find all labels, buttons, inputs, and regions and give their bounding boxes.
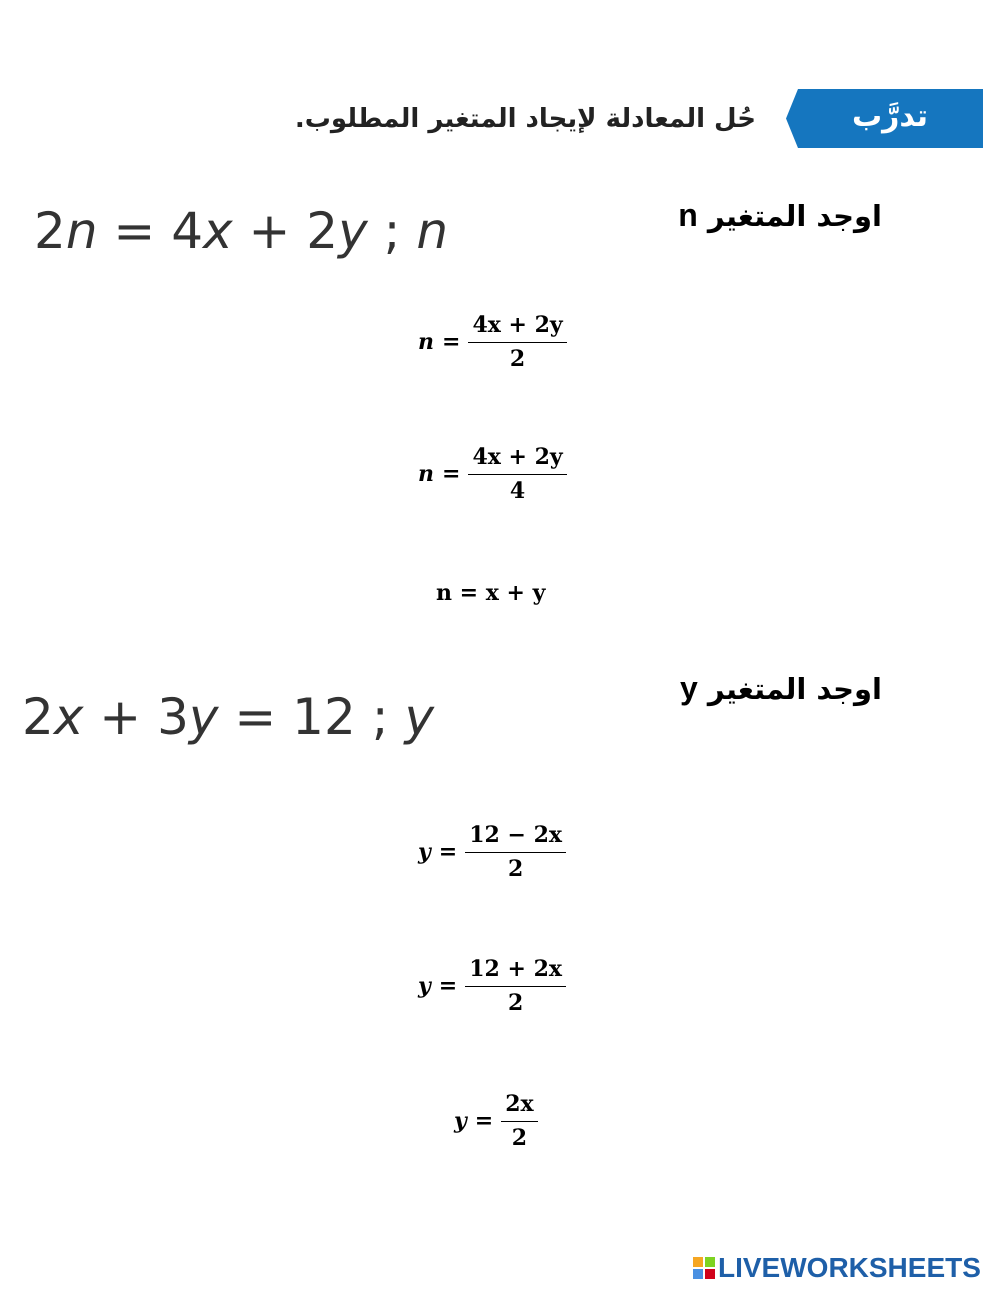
option-lhs: n xyxy=(418,461,434,487)
option-equals: = xyxy=(442,461,461,487)
answer-option-1c[interactable] xyxy=(436,580,545,606)
fraction-denominator: 2 xyxy=(511,1125,528,1151)
equation-2 xyxy=(22,688,434,746)
task-text-1: اوجد المتغير xyxy=(707,199,882,233)
fraction-denominator: 2 xyxy=(507,856,524,882)
option-fraction xyxy=(501,1091,537,1151)
task-text-2: اوجد المتغير xyxy=(707,672,882,706)
eq1-var2: x xyxy=(203,202,233,260)
option-fraction xyxy=(468,444,566,504)
eq1-var1: n xyxy=(65,202,98,260)
fraction-numerator: 2x xyxy=(501,1091,537,1122)
eq2-coef: 2 xyxy=(22,688,54,746)
option-plain: n = x + y xyxy=(436,580,546,606)
fraction-denominator: 2 xyxy=(507,990,524,1016)
equation-1 xyxy=(34,202,448,260)
task-variable-2: y xyxy=(680,670,698,706)
eq1-mid: = 4 xyxy=(97,202,204,260)
eq1-coef: 2 xyxy=(34,202,66,260)
fraction-numerator: 4x + 2y xyxy=(468,444,566,475)
task-label-1 xyxy=(678,197,882,234)
eq2-var2: y xyxy=(188,688,219,746)
option-lhs: y xyxy=(418,839,431,865)
eq1-sep: ; xyxy=(367,202,417,260)
task-variable-1: n xyxy=(678,197,698,233)
practice-label: تدرَّب xyxy=(851,99,928,134)
eq2-var1: x xyxy=(53,688,84,746)
logo-square xyxy=(693,1269,703,1279)
eq1-target: n xyxy=(416,202,449,260)
answer-option-1a[interactable] xyxy=(418,312,567,372)
option-equals: = xyxy=(438,973,458,999)
liveworksheets-logo xyxy=(693,1252,981,1284)
option-lhs: n xyxy=(418,329,434,355)
option-lhs: y xyxy=(418,973,431,999)
option-equals: = xyxy=(442,329,461,355)
fraction-numerator: 12 − 2x xyxy=(465,822,566,853)
answer-option-2b[interactable] xyxy=(418,956,566,1016)
option-fraction xyxy=(468,312,566,372)
fraction-numerator: 4x + 2y xyxy=(468,312,566,343)
option-equals: = xyxy=(474,1108,494,1134)
eq2-sep: ; xyxy=(355,688,405,746)
answer-option-1b[interactable] xyxy=(418,444,567,504)
eq2-target: y xyxy=(404,688,435,746)
fraction-denominator: 4 xyxy=(509,478,526,504)
task-label-2 xyxy=(680,670,882,707)
logo-text: LIVEWORKSHEETS xyxy=(718,1252,981,1283)
option-equals: = xyxy=(438,839,458,865)
logo-squares-icon xyxy=(693,1257,715,1279)
fraction-denominator: 2 xyxy=(509,346,526,372)
option-fraction xyxy=(465,956,566,1016)
logo-square xyxy=(693,1257,703,1267)
answer-option-2c[interactable] xyxy=(454,1091,538,1151)
option-fraction xyxy=(465,822,566,882)
eq2-mid2: = 12 xyxy=(218,688,356,746)
answer-option-2a[interactable] xyxy=(418,822,566,882)
instruction-text: حُل المعادلة لإيجاد المتغير المطلوب. xyxy=(294,104,756,134)
fraction-numerator: 12 + 2x xyxy=(465,956,566,987)
logo-square xyxy=(705,1269,715,1279)
eq1-mid2: + 2 xyxy=(232,202,339,260)
eq1-var3: y xyxy=(338,202,368,260)
logo-square xyxy=(705,1257,715,1267)
option-lhs: y xyxy=(454,1108,467,1134)
eq2-mid: + 3 xyxy=(83,688,189,746)
